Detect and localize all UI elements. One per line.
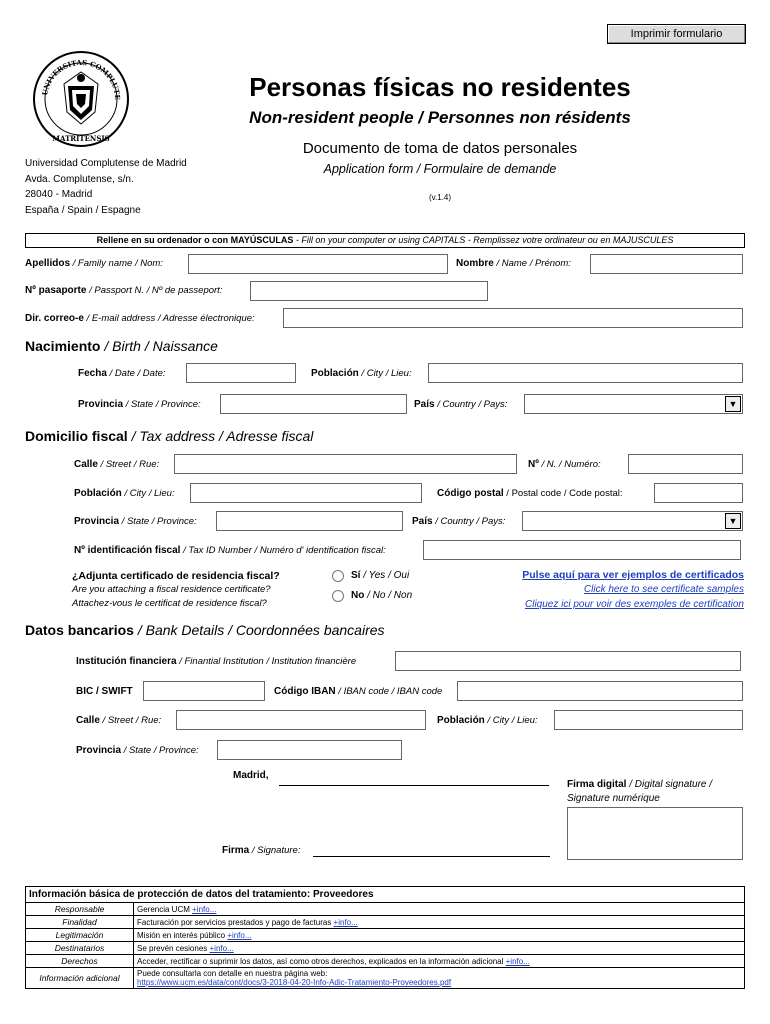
birth-date-label: Fecha / Date / Date: xyxy=(78,368,166,379)
family-name-label: Apellidos / Family name / Nom: xyxy=(25,258,163,269)
passport-input[interactable] xyxy=(250,281,488,301)
page-subtitle: Non-resident people / Personnes non résidents xyxy=(249,108,631,127)
certificate-yes-radio[interactable] xyxy=(332,570,344,582)
certificate-yes-label: Sí / Yes / Oui xyxy=(351,570,410,581)
date-line xyxy=(279,785,549,786)
bank-province-label: Provincia / State / Province: xyxy=(76,745,199,756)
page-title: Personas físicas no residentes xyxy=(249,72,631,102)
version: (v.1.4) xyxy=(428,193,452,202)
certificate-samples-link-en[interactable]: Click here to see certificate samples xyxy=(583,584,744,595)
document-subtitle: Application form / Formulaire de demande xyxy=(323,162,557,176)
email-input[interactable] xyxy=(283,308,743,328)
tax-id-label: Nº identificación fiscal / Tax ID Number / Numéro d' identification fiscal: xyxy=(74,545,386,556)
row-key: Responsable xyxy=(26,903,134,916)
birth-province-label: Provincia / State / Province: xyxy=(78,399,201,410)
print-button[interactable]: Imprimir formulario xyxy=(607,24,746,44)
ucm-seal-logo xyxy=(32,50,130,148)
tax-number-input[interactable] xyxy=(628,454,743,474)
birth-province-input[interactable] xyxy=(220,394,407,414)
info-link[interactable]: https://www.ucm.es/data/cont/docs/3-2018-04-20-Info-Adic-Tratamiento-Proveedores.pdf xyxy=(137,978,452,987)
bank-province-input[interactable] xyxy=(217,740,402,760)
row-key: Información adicional xyxy=(26,968,134,989)
bank-street-label: Calle / Street / Rue: xyxy=(76,715,162,726)
tax-country-select[interactable] xyxy=(522,511,743,531)
bank-city-input[interactable] xyxy=(554,710,743,730)
table-row xyxy=(26,929,745,942)
info-link[interactable]: +info... xyxy=(192,904,217,914)
birth-date-input[interactable] xyxy=(186,363,296,383)
tax-country-label: País / Country / Pays: xyxy=(412,516,506,527)
tax-street-label: Calle / Street / Rue: xyxy=(74,459,160,470)
info-link[interactable]: +info... xyxy=(209,943,234,953)
bic-input[interactable] xyxy=(143,681,265,701)
digital-signature-box[interactable] xyxy=(567,807,743,860)
university-address: Universidad Complutense de Madrid Avda. Complutense, s/n. 28040 - Madrid España / Spain / Espagne xyxy=(25,158,187,216)
data-protection-table xyxy=(25,886,745,989)
info-link[interactable]: +info... xyxy=(333,917,358,927)
row-value: Acceder, rectificar o suprimir los datos, así como otros derechos, explicados en la información adicional +info... xyxy=(134,955,745,968)
table-row xyxy=(26,968,745,989)
birth-heading: Nacimiento / Birth / Naissance xyxy=(25,338,218,354)
iban-input[interactable] xyxy=(457,681,743,701)
document-title: Documento de toma de datos personales xyxy=(302,140,578,157)
data-protection-header: Información básica de protección de datos del tratamiento: Proveedores xyxy=(26,887,745,903)
row-key: Finalidad xyxy=(26,916,134,929)
row-key: Derechos xyxy=(26,955,134,968)
bank-city-label: Población / City / Lieu: xyxy=(437,715,538,726)
signature-label: Firma / Signature: xyxy=(222,845,301,856)
tax-street-input[interactable] xyxy=(174,454,517,474)
certificate-question: ¿Adjunta certificado de residencia fiscal? Are you attaching a fiscal residence certificate? Attachez-vous le certificat de residence fiscal? xyxy=(72,570,280,609)
email-label: Dir. correo-e / E-mail address / Adresse électronique: xyxy=(25,313,255,324)
family-name-input[interactable] xyxy=(188,254,448,274)
row-value: Se prevén cesiones +info... xyxy=(134,942,745,955)
row-value: Misión en interés público +info... xyxy=(134,929,745,942)
digital-signature-label: Firma digital / Digital signature / Signature numérique xyxy=(567,779,713,804)
tax-postal-code-input[interactable] xyxy=(654,483,743,503)
tax-city-input[interactable] xyxy=(190,483,422,503)
table-row xyxy=(26,916,745,929)
madrid-date-label: Madrid, xyxy=(233,770,269,781)
passport-label: Nº pasaporte / Passport N. / Nº de passeport: xyxy=(25,285,223,296)
info-link[interactable]: +info... xyxy=(227,930,252,940)
table-row xyxy=(26,955,745,968)
bank-institution-input[interactable] xyxy=(395,651,741,671)
svg-text:MATRITENSIS: MATRITENSIS xyxy=(52,134,110,143)
row-value: Puede consultarla con detalle en nuestra página web: https://www.ucm.es/data/cont/docs/3-2018-04-20-Info-Adic-Tratamiento-Proveedores.pdf xyxy=(134,968,745,989)
iban-label: Código IBAN / IBAN code / IBAN code xyxy=(274,686,443,697)
row-value: Facturación por servicios prestados y pago de facturas +info... xyxy=(134,916,745,929)
name-label: Nombre / Name / Prénom: xyxy=(456,258,571,269)
birth-city-label: Población / City / Lieu: xyxy=(311,368,412,379)
row-value: Gerencia UCM +info... xyxy=(134,903,745,916)
row-key: Legitimación xyxy=(26,929,134,942)
certificate-no-radio[interactable] xyxy=(332,590,344,602)
tax-province-input[interactable] xyxy=(216,511,403,531)
bank-street-input[interactable] xyxy=(176,710,426,730)
table-row xyxy=(26,942,745,955)
tax-id-input[interactable] xyxy=(423,540,741,560)
table-row xyxy=(26,903,745,916)
certificate-samples-link-fr[interactable]: Cliquez ici pour voir des exemples de certification xyxy=(525,599,744,610)
birth-country-select[interactable] xyxy=(524,394,743,414)
certificate-no-label: No / No / Non xyxy=(351,590,413,601)
tax-province-label: Provincia / State / Province: xyxy=(74,516,197,527)
bank-institution-label: Institución financiera / Finantial Institution / Institution financière xyxy=(76,656,357,667)
info-link[interactable]: +info... xyxy=(505,956,530,966)
name-input[interactable] xyxy=(590,254,743,274)
certificate-samples-link-es[interactable]: Pulse aquí para ver ejemplos de certificados xyxy=(522,569,744,581)
instructions-bar: Rellene en su ordenador o con MAYÚSCULAS - Fill on your computer or using CAPITALS - Remplissez votre ordinateur ou en MAJUSCULES xyxy=(25,233,745,248)
row-key: Destinatarios xyxy=(26,942,134,955)
birth-city-input[interactable] xyxy=(428,363,743,383)
tax-postal-code-label: Código postal / Postal code / Code postal: xyxy=(437,488,623,499)
tax-address-heading: Domicilio fiscal / Tax address / Adresse fiscal xyxy=(25,428,314,444)
bic-label: BIC / SWIFT xyxy=(76,686,133,697)
chevron-down-icon[interactable]: ▼ xyxy=(725,396,741,412)
birth-country-label: País / Country / Pays: xyxy=(414,399,508,410)
signature-line xyxy=(313,856,550,857)
bank-details-heading: Datos bancarios / Bank Details / Coordonnées bancaires xyxy=(25,622,385,638)
seal-lettering: UNIVERSITAS COMPLUTE xyxy=(40,57,123,101)
chevron-down-icon[interactable]: ▼ xyxy=(725,513,741,529)
tax-city-label: Población / City / Lieu: xyxy=(74,488,175,499)
tax-number-label: Nº / N. / Numéro: xyxy=(528,459,601,470)
